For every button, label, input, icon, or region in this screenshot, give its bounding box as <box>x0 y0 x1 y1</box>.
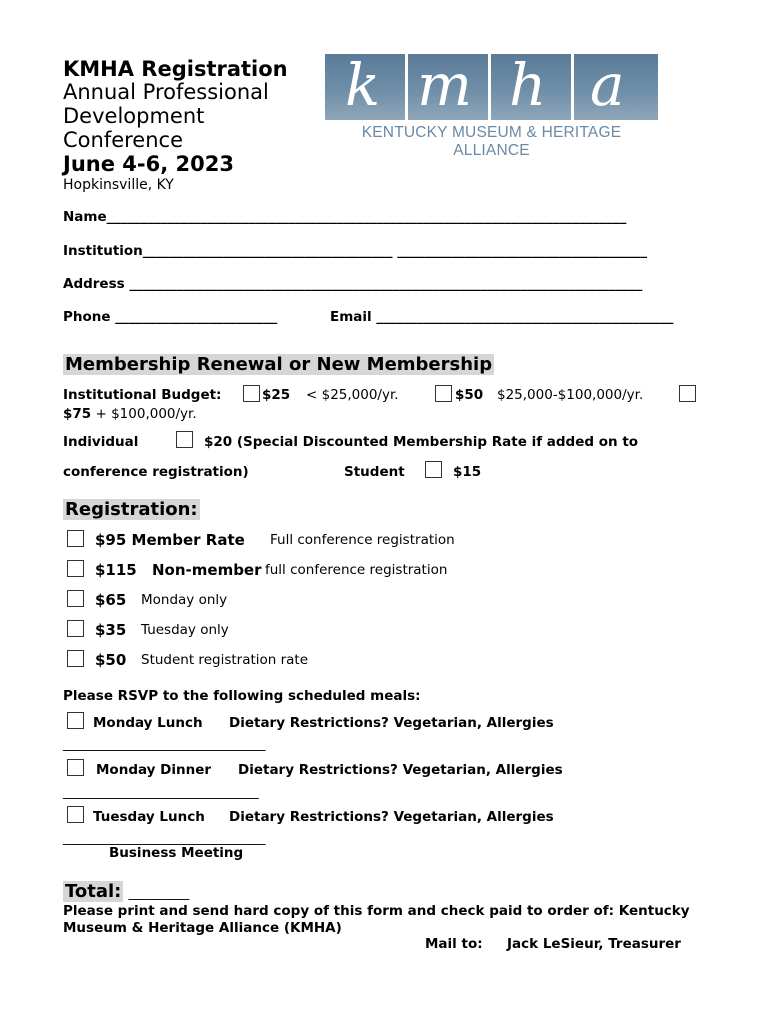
reg-tuesday-desc: Tuesday only <box>141 622 229 638</box>
individual-checkbox[interactable] <box>176 431 193 448</box>
logo-letter: k <box>345 51 381 119</box>
meal-tuesday-lunch-label: Tuesday Lunch <box>93 809 205 825</box>
reg-student-desc: Student registration rate <box>141 652 309 668</box>
business-meeting-note: Business Meeting <box>109 845 244 861</box>
reg-nonmember-label: Non-member <box>152 561 262 579</box>
logo-letter: h <box>509 51 547 119</box>
conference-dates: June 4-6, 2023 <box>63 152 234 176</box>
meal-monday-lunch-diet: Dietary Restrictions? Vegetarian, Allergies <box>229 715 554 731</box>
student-checkbox[interactable] <box>425 461 442 478</box>
meal-monday-dinner-label: Monday Dinner <box>96 762 212 778</box>
reg-student-amount: $50 <box>95 651 127 669</box>
instructions-line: Museum & Heritage Alliance (KMHA) <box>63 920 342 936</box>
email-field[interactable]: Email ____________________________________________ <box>330 309 674 325</box>
reg-member-desc: Full conference registration <box>270 532 455 548</box>
membership-75-amount: $75 <box>63 406 92 422</box>
total-label: Total: <box>65 881 122 902</box>
meal-tuesday-lunch-diet: Dietary Restrictions? Vegetarian, Allergies <box>229 809 554 825</box>
conference-subtitle <box>63 80 269 152</box>
membership-50-checkbox[interactable] <box>435 385 452 402</box>
individual-rate-text: $20 (Special Discounted Membership Rate if added on to <box>204 434 639 450</box>
individual-label: Individual <box>63 434 139 450</box>
logo-tagline: KENTUCKY MUSEUM & HERITAGE ALLIANCE <box>361 124 622 159</box>
reg-tuesday-checkbox[interactable] <box>67 620 84 637</box>
logo-letter: a <box>590 51 625 119</box>
conference-location: Hopkinsville, KY <box>63 177 174 193</box>
reg-nonmember-checkbox[interactable] <box>67 560 84 577</box>
student-amount: $15 <box>453 464 482 480</box>
mail-to-name: Jack LeSieur, Treasurer <box>507 936 681 952</box>
meals-heading: Please RSVP to the following scheduled meals: <box>63 688 421 704</box>
meal-monday-lunch-line[interactable]: ______________________________ <box>63 736 266 752</box>
individual-rate-text-cont: conference registration) <box>63 464 249 480</box>
meal-monday-lunch-label: Monday Lunch <box>93 715 203 731</box>
logo-divider <box>488 54 491 120</box>
membership-75-desc: + $100,000/yr. <box>95 406 197 422</box>
membership-25-desc: < $25,000/yr. <box>306 387 399 403</box>
student-label: Student <box>344 464 405 480</box>
membership-25-checkbox[interactable] <box>243 385 260 402</box>
membership-50-amount: $50 <box>455 387 484 403</box>
total-field[interactable]: _________ <box>128 885 190 901</box>
meal-tuesday-lunch-line[interactable]: ______________________________ <box>63 830 266 846</box>
institution-field[interactable]: Institution_____________________________________ _____________________________________ <box>63 243 647 259</box>
subtitle-line: Annual Professional <box>63 80 269 104</box>
meal-monday-dinner-checkbox[interactable] <box>67 759 84 776</box>
registration-heading: Registration: <box>65 499 198 520</box>
reg-member-amount: $95 Member Rate <box>95 531 245 549</box>
reg-monday-desc: Monday only <box>141 592 228 608</box>
subtitle-line: Development <box>63 104 205 128</box>
membership-heading: Membership Renewal or New Membership <box>65 354 493 375</box>
name-field[interactable]: Name_____________________________________________________________________________ <box>63 209 627 225</box>
reg-nonmember-desc: full conference registration <box>265 562 448 578</box>
meal-monday-lunch-checkbox[interactable] <box>67 712 84 729</box>
meal-monday-dinner-diet: Dietary Restrictions? Vegetarian, Allergies <box>238 762 563 778</box>
logo-divider <box>571 54 574 120</box>
form-title: KMHA Registration <box>63 57 288 81</box>
budget-label: Institutional Budget: <box>63 387 222 403</box>
meal-monday-dinner-line[interactable]: _____________________________ <box>63 784 259 800</box>
membership-75-checkbox[interactable] <box>679 385 696 402</box>
meal-tuesday-lunch-checkbox[interactable] <box>67 806 84 823</box>
membership-50-desc: $25,000-$100,000/yr. <box>497 387 644 403</box>
reg-tuesday-amount: $35 <box>95 621 127 639</box>
reg-monday-amount: $65 <box>95 591 127 609</box>
reg-member-checkbox[interactable] <box>67 530 84 547</box>
phone-field[interactable]: Phone ________________________ <box>63 309 278 325</box>
address-field[interactable]: Address ____________________________________________________________________________ <box>63 276 643 292</box>
reg-monday-checkbox[interactable] <box>67 590 84 607</box>
membership-25-amount: $25 <box>262 387 291 403</box>
logo-letter: m <box>417 51 472 119</box>
subtitle-line: Conference <box>63 128 184 152</box>
reg-student-checkbox[interactable] <box>67 650 84 667</box>
reg-nonmember-amount: $115 <box>95 561 137 579</box>
logo-divider <box>405 54 408 120</box>
instructions-line: Please print and send hard copy of this form and check paid to order of: Kentucky <box>63 903 690 919</box>
mail-to-label: Mail to: <box>425 936 483 952</box>
